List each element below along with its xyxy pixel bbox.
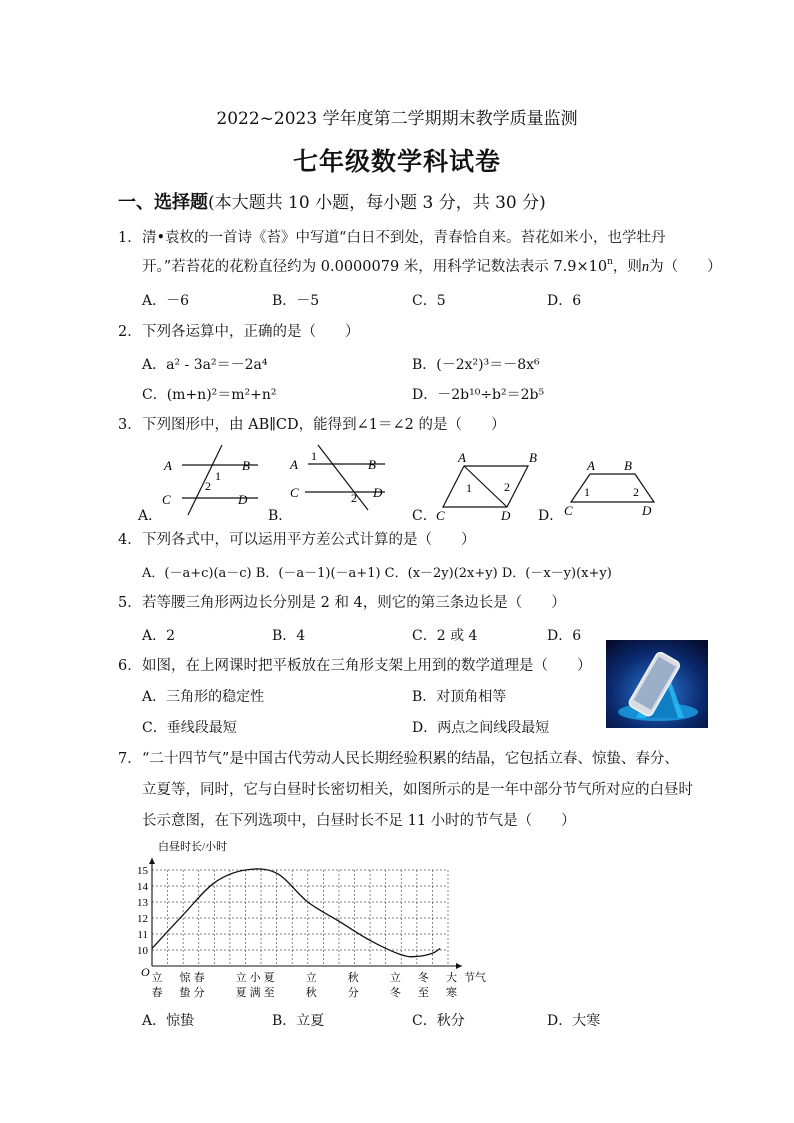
q4-number: 4． [118,532,142,548]
x-tick-top: 小 [249,972,261,984]
section-note: (本大题共 10 小题，每小题 3 分，共 30 分) [208,193,546,213]
q3-option-d[interactable]: D． [538,508,564,524]
q2-number: 2． [118,324,142,340]
q7-line1: “二十四节气”是中国古代劳动人民长期经验积累的结晶，它包括立春、惊蛰、春分、 [142,751,679,767]
q1-line2b: ，则 [612,259,642,275]
q1-option-c[interactable]: C．5 [412,293,446,309]
x-tick-bottom: 蛰 [179,987,191,999]
chart-axes [149,858,462,969]
q1-exponent: n [607,257,613,268]
fig-d-angle-2: 2 [633,485,639,499]
q2-stem: 下列各运算中，正确的是（ ） [142,324,360,340]
q7-line3: 长示意图，在下列选项中，白昼时长不足 11 小时的节气是（ ） [142,813,576,829]
fig-c-label-a: A [458,450,466,465]
q5-stem: 若等腰三角形两边长分别是 2 和 4，则它的第三条边长是（ ） [142,595,566,611]
fig-c-angle-1: 1 [466,481,472,495]
q1-option-b[interactable]: B．－5 [272,293,320,309]
q1-line1: 清•袁枚的一首诗《苔》中写道“白日不到处，青春恰自来。苔花如米小，也学牡丹 [142,230,666,246]
x-tick-top: 秋 [347,972,359,984]
q1-line2 [142,257,722,277]
x-tick-bottom: 夏 [235,987,247,999]
fig-b-label-c: C [290,485,299,500]
q1-option-a[interactable]: A．－6 [142,293,190,309]
q3-number: 3． [118,417,142,433]
fig-c-label-b: B [529,450,537,465]
q4-stem: 下列各式中，可以运用平方差公式计算的是（ ） [142,532,476,548]
chart-x-ticks [152,970,457,999]
q5-option-b[interactable]: B．4 [272,628,306,644]
x-tick-top: 春 [193,972,205,984]
q3-figure-a[interactable] [162,445,258,515]
y-tick-label: 10 [137,945,148,957]
fig-a-angle-2: 2 [205,479,211,493]
q6-number: 6． [118,658,142,674]
q1-number: 1． [118,230,142,246]
fig-d-angle-1: 1 [584,485,590,499]
q3-option-c[interactable]: C． [412,508,437,524]
q4-options[interactable]: A．(－a+c)(a－c) B．(－a－1)(－a+1) C．(x－2y)(2x+y) D．(－x－y)(x+y) [142,566,612,581]
y-tick-label: 11 [137,929,148,941]
x-tick-top: 立 [151,972,163,984]
y-tick-label: 12 [137,913,148,925]
x-tick-top: 立 [389,972,401,984]
x-tick-top: 立 [305,972,317,984]
q3-option-a[interactable]: A． [138,508,163,524]
x-tick-bottom: 冬 [389,987,401,999]
x-tick-bottom: 至 [417,987,429,999]
fig-b-label-a: A [290,457,298,472]
fig-c-label-c: C [436,508,445,523]
q6-stem: 如图，在上网课时把平板放在三角形支架上用到的数学道理是（ ） [142,658,592,674]
x-tick-bottom: 满 [249,987,261,999]
q6-option-b[interactable]: B．对顶角相等 [412,689,507,705]
y-axis-arrow [149,858,155,864]
q2-option-a[interactable]: A．a² - 3a²＝－2a⁴ [142,357,268,373]
x-tick-top: 夏 [263,972,275,984]
daylight-curve [152,869,440,957]
q3-option-b[interactable]: B． [268,508,293,524]
x-axis-arrow [456,963,462,969]
q2-option-d[interactable]: D．－2b¹⁰÷b²＝2b⁵ [412,387,545,403]
q7-option-b[interactable]: B．立夏 [272,1013,325,1029]
q1-option-d[interactable]: D．6 [547,293,582,309]
fig-a-label-d: D [238,492,248,507]
exam-subtitle: 2022~2023 学年度第二学期期末教学质量监测 [216,109,578,129]
fig-a-label-b: B [242,458,250,473]
x-tick-top: 立 [235,972,247,984]
x-tick-bottom: 至 [263,987,275,999]
q3-figure-d[interactable] [564,458,654,518]
y-tick-label: 14 [137,881,148,893]
q7-line2: 立夏等，同时，它与白昼时长密切相关，如图所示的是一年中部分节气所对应的白昼时 [142,782,693,798]
fig-b-angle-2: 2 [351,491,357,505]
fig-a-angle-1: 1 [215,469,221,483]
fig-d-label-a: A [587,458,595,473]
q7-number: 7． [118,751,142,767]
q6-option-d[interactable]: D．两点之间线段最短 [412,720,550,736]
fig-c-angle-2: 2 [504,480,510,494]
chart-y-ticks [137,865,149,957]
q5-option-d[interactable]: D．6 [547,628,582,644]
q1-line2a: 开。”若苔花的花粉直径约为 0.0000079 米，用科学记数法表示 7.9×10 [142,259,608,275]
x-tick-bottom: 分 [347,987,359,999]
x-tick-bottom: 春 [151,987,163,999]
section-label: 一、选择题 [118,192,208,213]
x-tick-bottom: 秋 [305,987,317,999]
x-tick-bottom: 分 [193,987,205,999]
section-heading [118,188,546,214]
q5-option-a[interactable]: A．2 [142,628,176,644]
q3-figure-c[interactable] [436,450,537,523]
q3-figures [130,440,670,530]
fig-d-label-b: B [624,458,632,473]
q1-variable: n [641,259,650,275]
tablet-stand-photo [606,640,708,728]
x-tick-top: 惊 [179,972,191,984]
fig-c-label-d: D [501,508,511,523]
q3-stem: 下列图形中，由 AB∥CD，能得到∠1＝∠2 的是（ ） [142,417,506,433]
q3-figure-b[interactable] [289,445,385,510]
x-tick-bottom: 寒 [445,987,457,999]
daylight-chart [130,838,500,1000]
x-tick-top: 大 [445,972,457,984]
chart-ylabel: 白昼时长/小时 [158,841,228,853]
y-tick-label: 15 [137,865,148,877]
chart-origin: O [141,965,150,979]
q7-option-c[interactable]: C．秋分 [412,1013,465,1029]
q5-number: 5． [118,595,142,611]
q2-option-c[interactable]: C．(m+n)²＝m²+n² [142,387,277,403]
exam-title: 七年级数学科试卷 [292,147,501,176]
q6-option-c[interactable]: C．垂线段最短 [142,720,237,736]
q1-line2c: 为（ ） [649,259,722,275]
fig-b-label-d: D [373,485,383,500]
fig-d-label-c: C [564,503,573,518]
chart-xlabel: 节气 [464,972,486,984]
fig-a-label-c: C [162,492,171,507]
fig-a-label-a: A [164,458,172,473]
q5-option-c[interactable]: C．2 或 4 [412,628,478,644]
q6-option-a[interactable]: A．三角形的稳定性 [142,689,265,705]
fig-d-label-d: D [642,503,652,518]
q7-option-d[interactable]: D．大寒 [547,1013,601,1029]
chart-grid [152,870,448,966]
y-tick-label: 13 [137,897,148,909]
q2-option-b[interactable]: B．(－2x²)³＝－8x⁶ [412,357,540,373]
fig-b-angle-1: 1 [311,449,317,463]
q7-option-a[interactable]: A．惊蛰 [142,1013,195,1029]
x-tick-top: 冬 [417,972,429,984]
fig-b-label-b: B [368,457,376,472]
